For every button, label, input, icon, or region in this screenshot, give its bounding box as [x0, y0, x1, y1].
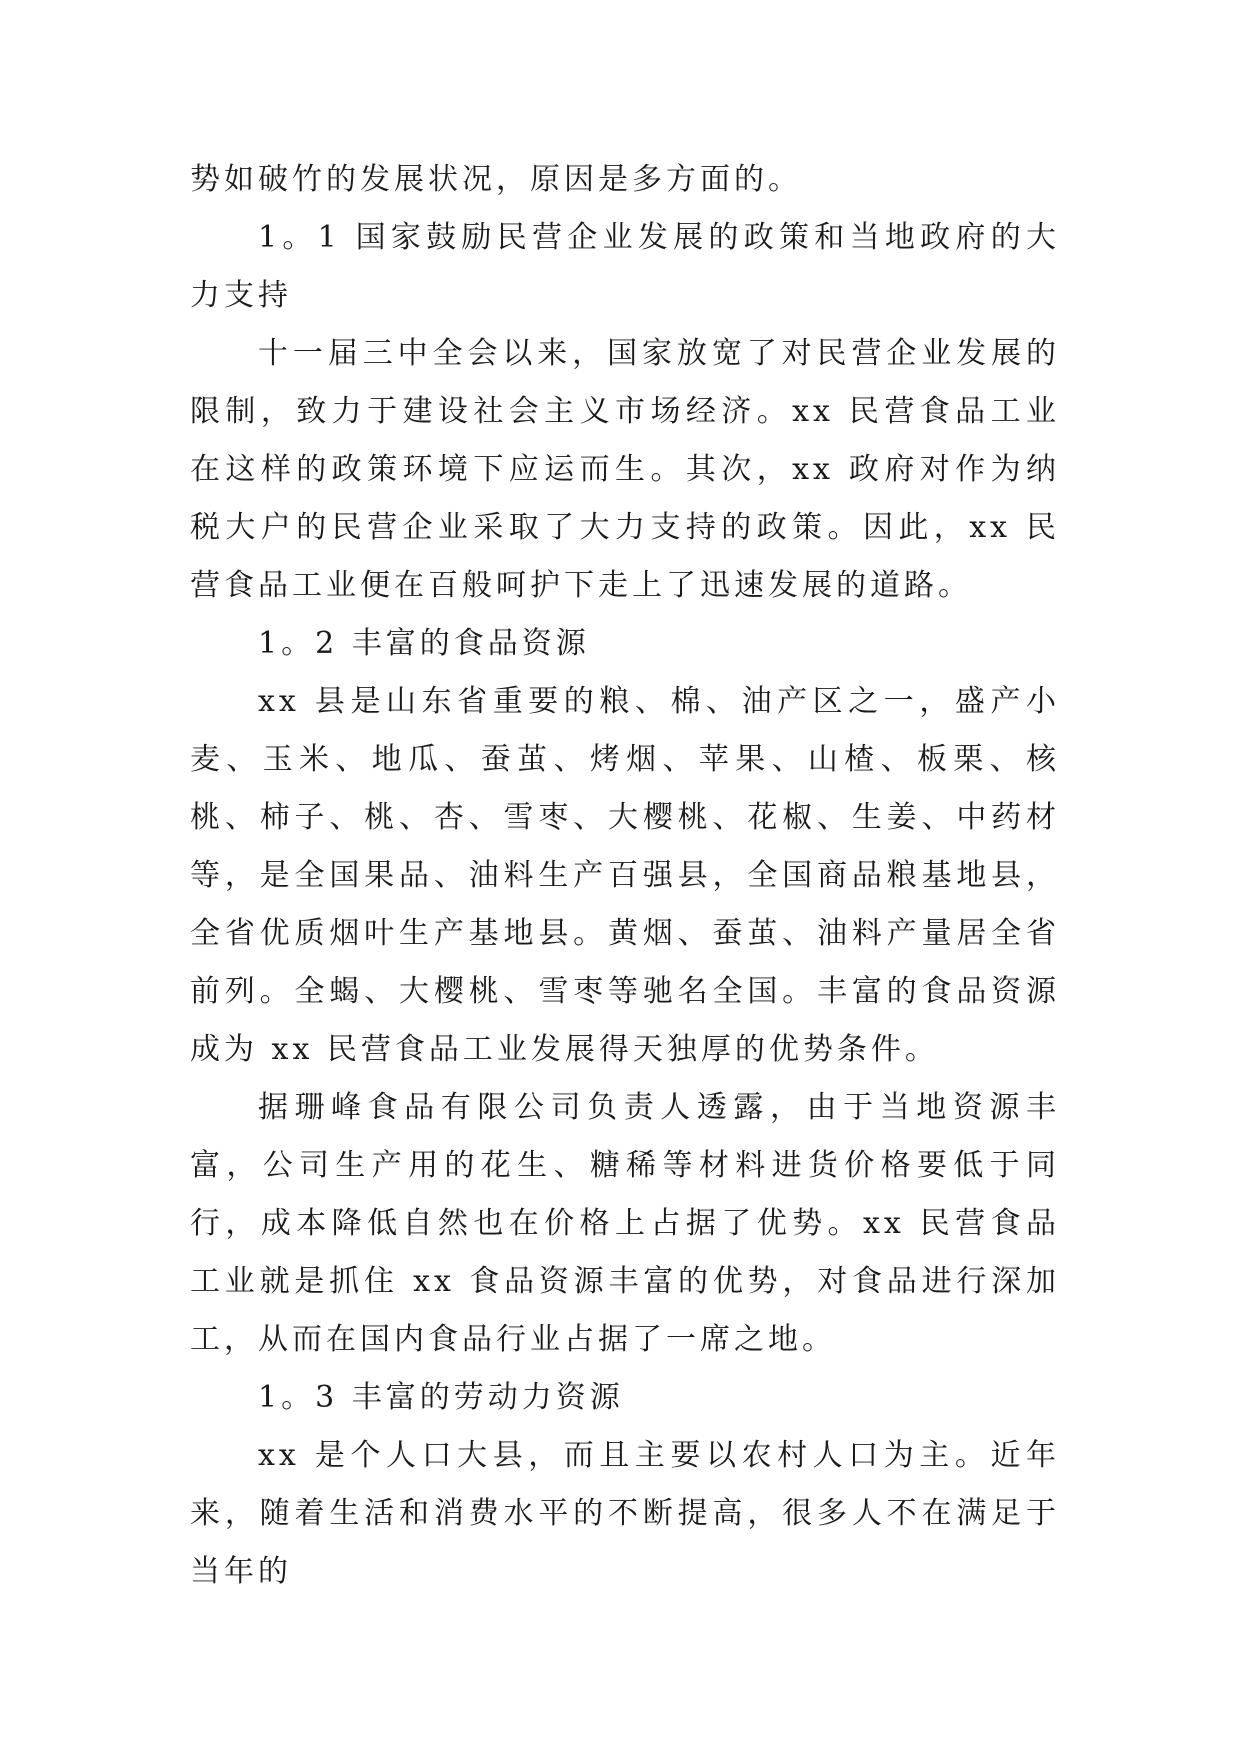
body-paragraph: xx 是个人口大县，而且主要以农村人口为主。近年来，随着生活和消费水平的不断提高，很多人不在满足于当年的 — [190, 1438, 1060, 1589]
section-heading-1-3: 1。3 丰富的劳动力资源 — [258, 1380, 624, 1415]
body-paragraph: xx 县是山东省重要的粮、棉、油产区之一，盛产小麦、玉米、地瓜、蚕茧、烤烟、苹果、山楂、板栗、核桃、柿子、桃、杏、雪枣、大樱桃、花椒、生姜、中药材等，是全国果品、油料生产百强县，全国商品粮基地县，全省优质烟叶生产基地县。黄烟、蚕茧、油料产量居全省前列。全蝎、大樱桃、雪枣等驰名全国。丰富的食品资源成为 xx 民营食品工业发展得天独厚的优势条件。 — [190, 684, 1060, 1067]
body-paragraph: 势如破竹的发展状况，原因是多方面的。 — [190, 162, 802, 197]
section-heading-1-2: 1。2 丰富的食品资源 — [258, 626, 590, 661]
body-paragraph: 据珊峰食品有限公司负责人透露，由于当地资源丰富，公司生产用的花生、糖稀等材料进货价格要低于同行，成本降低自然也在价格上占据了优势。xx 民营食品工业就是抓住 xx 食品资源丰富的优势，对食品进行深加工，从而在国内食品行业占据了一席之地。 — [190, 1090, 1060, 1357]
section-heading-1-1: 1。1 国家鼓励民营企业发展的政策和当地政府的大力支持 — [190, 220, 1060, 313]
document-body — [190, 151, 1060, 1601]
body-paragraph: 十一届三中全会以来，国家放宽了对民营企业发展的限制，致力于建设社会主义市场经济。xx 民营食品工业在这样的政策环境下应运而生。其次，xx 政府对作为纳税大户的民营企业采取了大力支持的政策。因此，xx 民营食品工业便在百般呵护下走上了迅速发展的道路。 — [190, 336, 1060, 603]
